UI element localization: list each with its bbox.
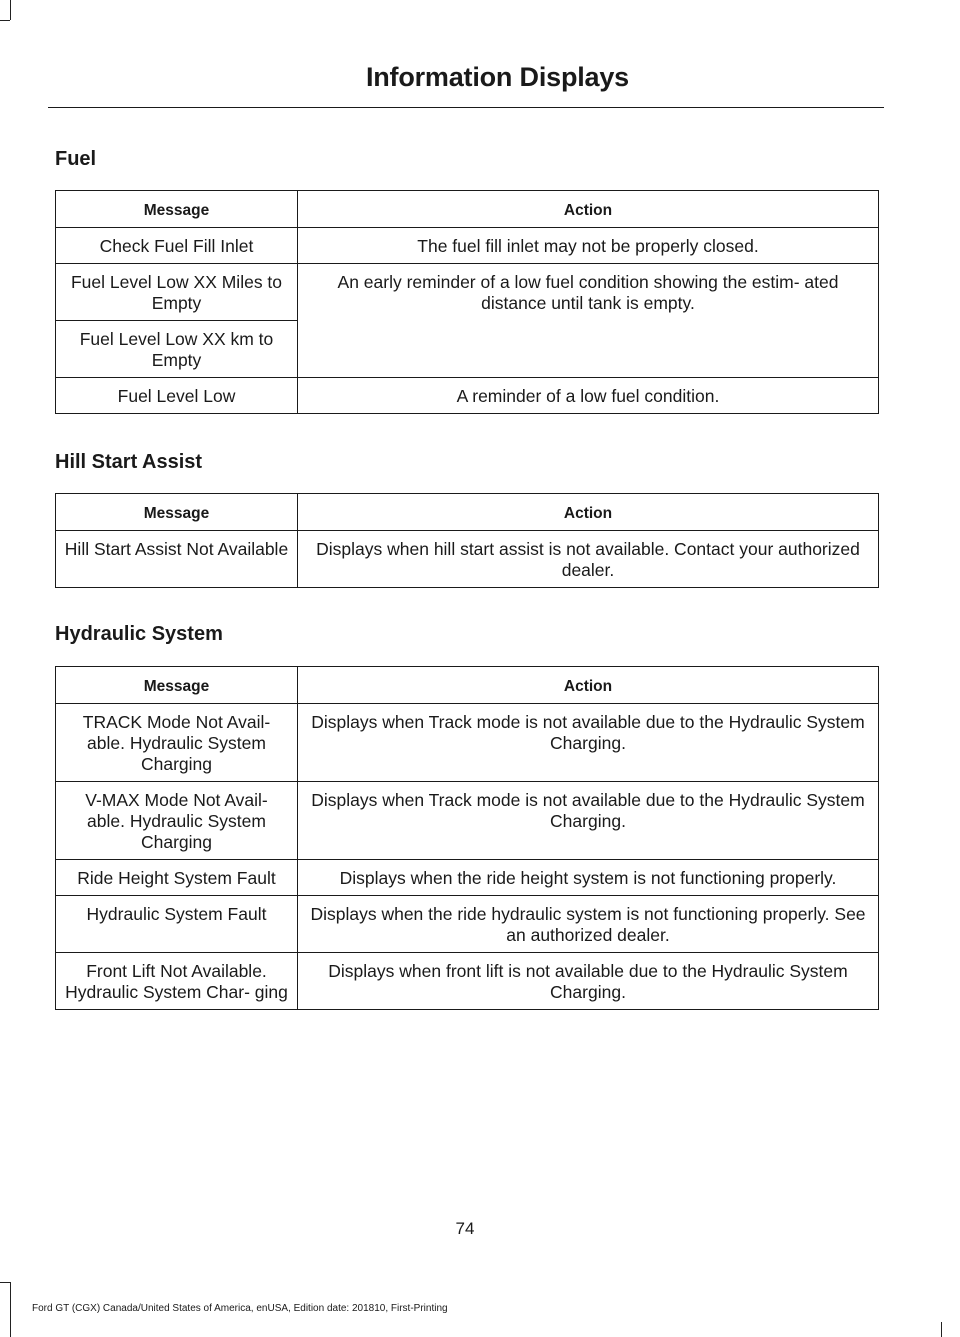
column-header-action: Action — [298, 494, 879, 531]
section-title: Hill Start Assist — [55, 451, 203, 473]
footer-edition-info: Ford GT (CGX) Canada/United States of America, enUSA, Edition date: 201810, First-Printing — [32, 1303, 448, 1314]
message-cell: Fuel Level Low XX Miles to Empty — [56, 264, 298, 321]
table-row — [56, 378, 879, 414]
message-cell: V-MAX Mode Not Avail- able. Hydraulic System Charging — [56, 782, 298, 860]
message-cell: Fuel Level Low — [56, 378, 298, 414]
section-title: Fuel — [55, 148, 97, 170]
action-cell: Displays when the ride height system is not functioning properly. — [298, 860, 879, 896]
section-hill-start-assist — [55, 451, 878, 588]
hydraulic-system-messages-table — [55, 666, 879, 1010]
table-row — [56, 896, 879, 953]
table-row — [56, 321, 879, 378]
message-cell: TRACK Mode Not Avail- able. Hydraulic System Charging — [56, 704, 298, 782]
message-cell: Fuel Level Low XX km to Empty — [56, 321, 298, 378]
message-cell: Check Fuel Fill Inlet — [56, 228, 298, 264]
message-cell: Front Lift Not Available. Hydraulic System Char- ging — [56, 953, 298, 1010]
action-cell: An early reminder of a low fuel condition showing the estim- ated distance until tank is empty. — [298, 264, 879, 321]
table-row — [56, 953, 879, 1010]
crop-mark-bottom-left-h — [0, 1282, 10, 1283]
page-header — [48, 58, 884, 108]
page-number: 74 — [455, 1219, 475, 1238]
fuel-messages-table — [55, 190, 879, 414]
hill-start-assist-messages-table — [55, 493, 879, 588]
action-cell: A reminder of a low fuel condition. — [298, 378, 879, 414]
table-row — [56, 264, 879, 321]
action-cell: The fuel fill inlet may not be properly closed. — [298, 228, 879, 264]
table-row — [56, 228, 879, 264]
action-cell: Displays when Track mode is not available due to the Hydraulic System Charging. — [298, 704, 879, 782]
column-header-message: Message — [56, 667, 298, 704]
section-hydraulic-system — [55, 623, 878, 1010]
column-header-action: Action — [298, 667, 879, 704]
action-cell — [298, 321, 879, 378]
message-cell: Hydraulic System Fault — [56, 896, 298, 953]
column-header-message: Message — [56, 494, 298, 531]
crop-mark-top-left-v — [10, 0, 11, 20]
action-cell: Displays when the ride hydraulic system is not functioning properly. See an authorized dealer. — [298, 896, 879, 953]
column-header-message: Message — [56, 191, 298, 228]
table-row — [56, 531, 879, 588]
table-row — [56, 860, 879, 896]
action-cell: Displays when Track mode is not available due to the Hydraulic System Charging. — [298, 782, 879, 860]
table-header-row — [56, 667, 879, 704]
section-title: Hydraulic System — [55, 623, 223, 645]
table-row — [56, 704, 879, 782]
message-cell: Hill Start Assist Not Available — [56, 531, 298, 588]
crop-mark-bottom-left-v — [10, 1282, 11, 1337]
table-header-row — [56, 494, 879, 531]
table-row — [56, 782, 879, 860]
action-cell: Displays when front lift is not available due to the Hydraulic System Charging. — [298, 953, 879, 1010]
column-header-action: Action — [298, 191, 879, 228]
message-cell: Ride Height System Fault — [56, 860, 298, 896]
crop-mark-bottom-right-v — [941, 1322, 942, 1337]
crop-mark-top-left-h — [0, 20, 10, 21]
table-header-row — [56, 191, 879, 228]
page-title: Information Displays — [365, 62, 629, 92]
section-fuel — [55, 148, 878, 414]
action-cell: Displays when hill start assist is not available. Contact your authorized dealer. — [298, 531, 879, 588]
